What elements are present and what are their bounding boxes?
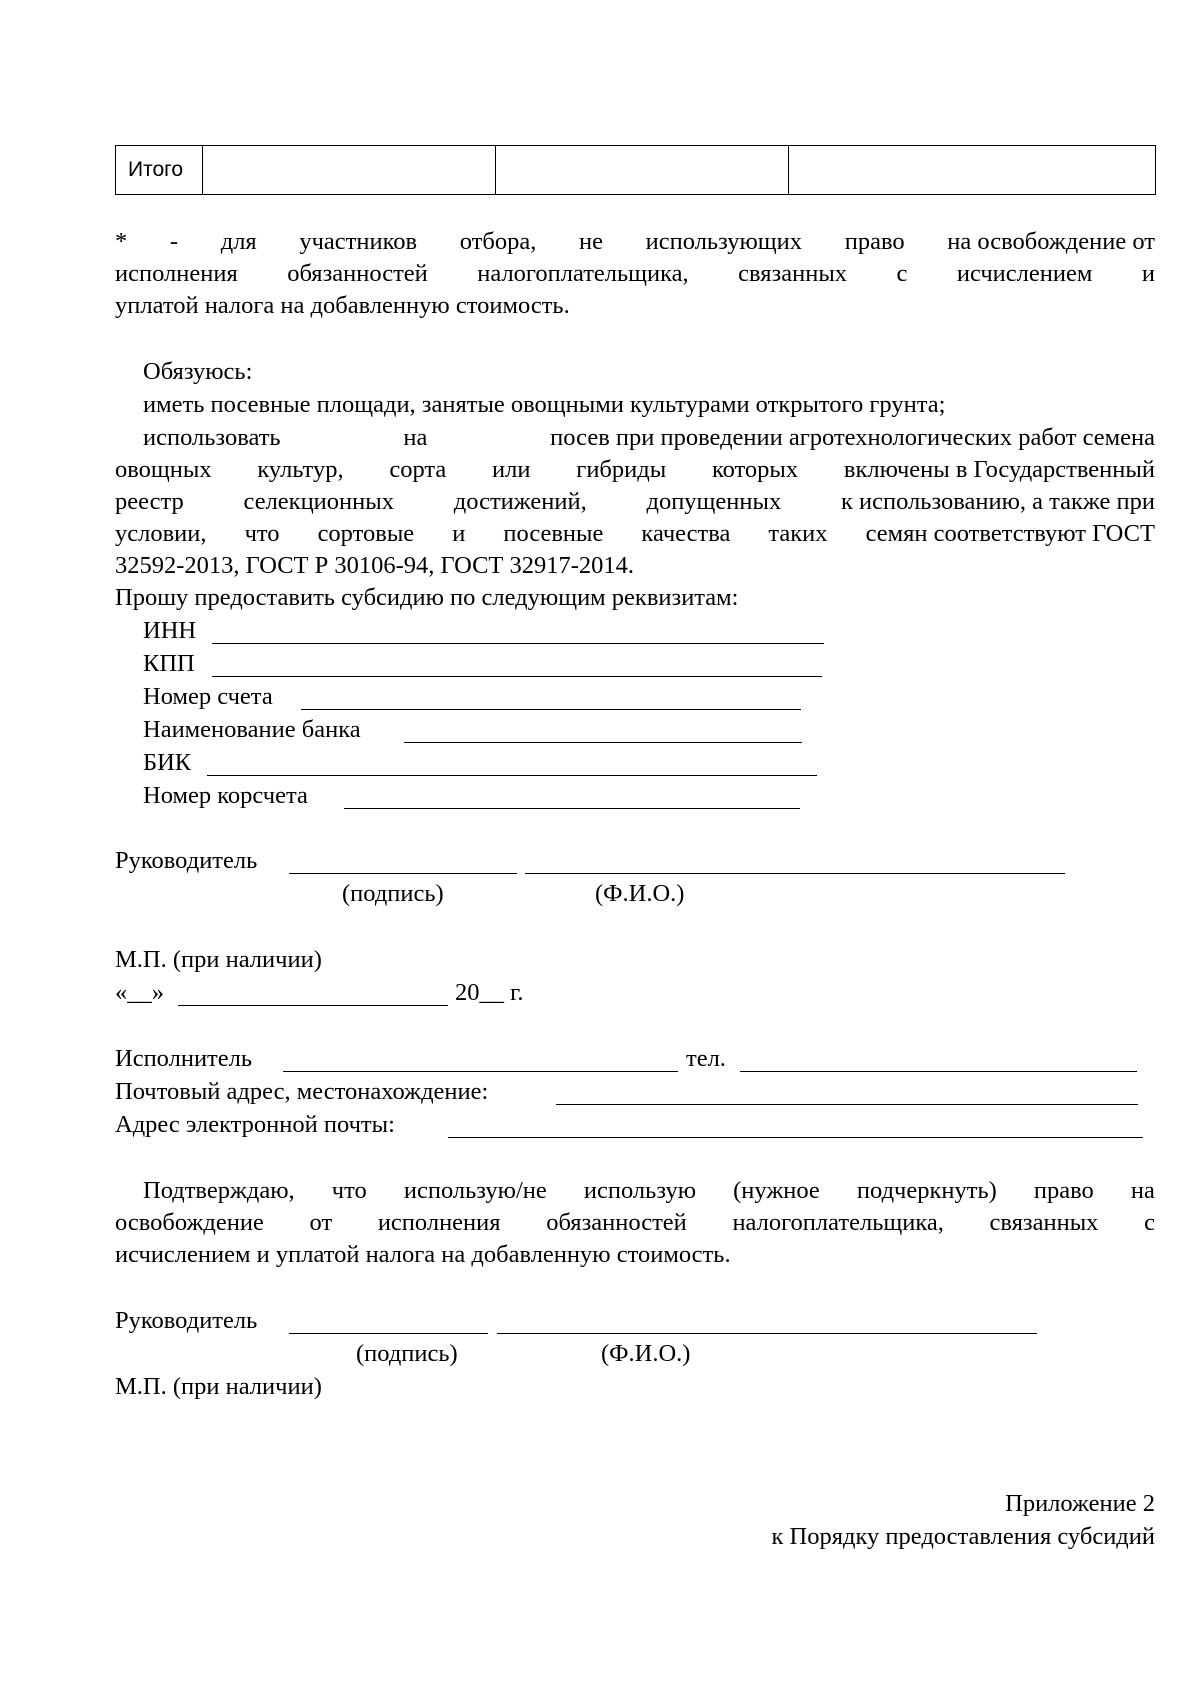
obligation-word: к использованию, а также при (841, 488, 1155, 515)
obligation-word: допущенных (646, 488, 782, 515)
account-field[interactable] (301, 709, 801, 710)
corr-account-label: Номер корсчета (143, 782, 308, 809)
obligation-word: культур, (257, 456, 344, 483)
footnote-word: исполнения (115, 260, 238, 287)
obligation-word: которых (711, 456, 799, 483)
request-intro: Прошу предоставить субсидию по следующим реквизитам: (115, 584, 739, 611)
confirmation-word: освобождение (115, 1209, 264, 1236)
date-year: 20__ г. (455, 979, 524, 1006)
director-name-field[interactable] (525, 873, 1065, 874)
obligation-word: семян соответствуют ГОСТ (865, 520, 1155, 547)
obligation-word: использовать (143, 424, 281, 451)
obligation-item-2-line-1 (143, 422, 1155, 454)
confirmation-word: обязанностей (546, 1209, 687, 1236)
obligation-item-2-line-4 (115, 518, 1155, 550)
stamp-label-2: М.П. (при наличии) (115, 1373, 322, 1400)
obligation-item-2-line-3 (115, 486, 1155, 518)
footnote-word: * (115, 228, 128, 255)
obligation-heading: Обязуюсь: (143, 358, 253, 385)
appendix-title: Приложение 2 (1005, 1490, 1155, 1517)
corr-account-field[interactable] (344, 808, 800, 809)
director-name-field-2[interactable] (497, 1333, 1037, 1334)
kpp-field[interactable] (212, 676, 822, 677)
obligation-word: таких (768, 520, 828, 547)
phone-label: тел. (686, 1045, 726, 1072)
confirmation-word: на (1130, 1177, 1155, 1204)
signature-caption-2: (подпись) (356, 1340, 458, 1367)
obligation-word: реестр (115, 488, 184, 515)
stamp-label: М.П. (при наличии) (115, 946, 322, 973)
table-cell (789, 146, 1156, 195)
obligation-word: овощных (115, 456, 212, 483)
obligation-word: что (244, 520, 280, 547)
bik-label: БИК (143, 749, 192, 776)
footnote-word: - (169, 228, 179, 255)
email-field[interactable] (448, 1137, 1143, 1138)
footnote-word: отбора, (459, 228, 537, 255)
footnote-word: не (579, 228, 604, 255)
confirmation-word: подчеркнуть) (856, 1177, 997, 1204)
footnote-line-3: уплатой налога на добавленную стоимость. (115, 292, 570, 319)
obligation-word: включены в Государственный (843, 456, 1155, 483)
inn-label: ИНН (143, 617, 197, 644)
footnote-word: использующих (645, 228, 803, 255)
confirmation-word: Подтверждаю, (143, 1177, 295, 1204)
confirmation-word: (нужное (733, 1177, 820, 1204)
total-table (115, 145, 1156, 195)
footnote-word: обязанностей (287, 260, 428, 287)
footnote-word: исчислением (956, 260, 1093, 287)
director-signature-field-2[interactable] (289, 1333, 488, 1334)
kpp-label: КПП (143, 650, 195, 677)
confirmation-word: использую/не (403, 1177, 547, 1204)
confirmation-word: налогоплательщика, (732, 1209, 944, 1236)
obligation-word: селекционных (243, 488, 394, 515)
phone-field[interactable] (740, 1071, 1137, 1072)
bank-field[interactable] (404, 742, 802, 743)
obligation-word: условии, (115, 520, 207, 547)
table-cell (496, 146, 789, 195)
footnote-line-1 (115, 226, 1155, 258)
address-label: Почтовый адрес, местонахождение: (115, 1078, 489, 1105)
confirmation-word: связанных (989, 1209, 1099, 1236)
total-label: Итого (116, 146, 203, 195)
name-caption: (Ф.И.О.) (595, 880, 685, 907)
confirmation-word: право (1033, 1177, 1094, 1204)
confirmation-word: использую (583, 1177, 697, 1204)
director-label-2: Руководитель (115, 1307, 258, 1334)
confirmation-word: от (309, 1209, 333, 1236)
date-month-field[interactable] (178, 1005, 448, 1006)
confirmation-word: исполнения (377, 1209, 501, 1236)
bik-field[interactable] (207, 775, 817, 776)
email-label: Адрес электронной почты: (115, 1111, 395, 1138)
appendix-subtitle: к Порядку предоставления субсидий (771, 1523, 1155, 1550)
obligation-word: посевные (503, 520, 604, 547)
footnote-line-2 (115, 258, 1155, 290)
footnote-word: право (844, 228, 905, 255)
footnote-word: налогоплательщика, (477, 260, 689, 287)
obligation-word: достижений, (453, 488, 587, 515)
confirmation-word: с (1144, 1209, 1155, 1236)
obligation-word: посев при проведении агротехнологических работ семена (550, 424, 1155, 451)
obligation-word: гибриды (576, 456, 667, 483)
account-label: Номер счета (143, 683, 273, 710)
confirmation-line-1 (143, 1175, 1155, 1207)
footnote-word: с (896, 260, 908, 287)
footnote-word: связанных (738, 260, 848, 287)
obligation-item-1: иметь посевные площади, занятые овощными культурами открытого грунта; (143, 391, 946, 418)
address-field[interactable] (556, 1104, 1138, 1105)
footnote-word: участников (299, 228, 418, 255)
director-label: Руководитель (115, 847, 258, 874)
signature-caption: (подпись) (342, 880, 444, 907)
inn-field[interactable] (212, 643, 824, 644)
footnote-word: на освобождение от (947, 228, 1155, 255)
obligation-word: сорта (389, 456, 447, 483)
bank-label: Наименование банка (143, 716, 361, 743)
table-cell (203, 146, 496, 195)
obligation-item-2-line-2 (115, 454, 1155, 486)
obligation-item-2-line-5: 32592-2013, ГОСТ Р 30106-94, ГОСТ 32917-2014. (115, 552, 635, 579)
executor-field[interactable] (283, 1071, 678, 1072)
obligation-word: сортовые (317, 520, 415, 547)
confirmation-line-3: исчислением и уплатой налога на добавленную стоимость. (115, 1241, 731, 1268)
name-caption-2: (Ф.И.О.) (601, 1340, 691, 1367)
obligation-word: качества (641, 520, 731, 547)
executor-label: Исполнитель (115, 1045, 253, 1072)
obligation-word: и (452, 520, 466, 547)
date-quote: «__» (115, 979, 164, 1006)
footnote-word: и (1141, 260, 1155, 287)
confirmation-word: что (331, 1177, 367, 1204)
obligation-word: или (492, 456, 531, 483)
footnote-word: для (220, 228, 257, 255)
obligation-word: на (403, 424, 428, 451)
confirmation-line-2 (115, 1207, 1155, 1239)
director-signature-field[interactable] (289, 873, 517, 874)
table-row (116, 146, 1156, 195)
